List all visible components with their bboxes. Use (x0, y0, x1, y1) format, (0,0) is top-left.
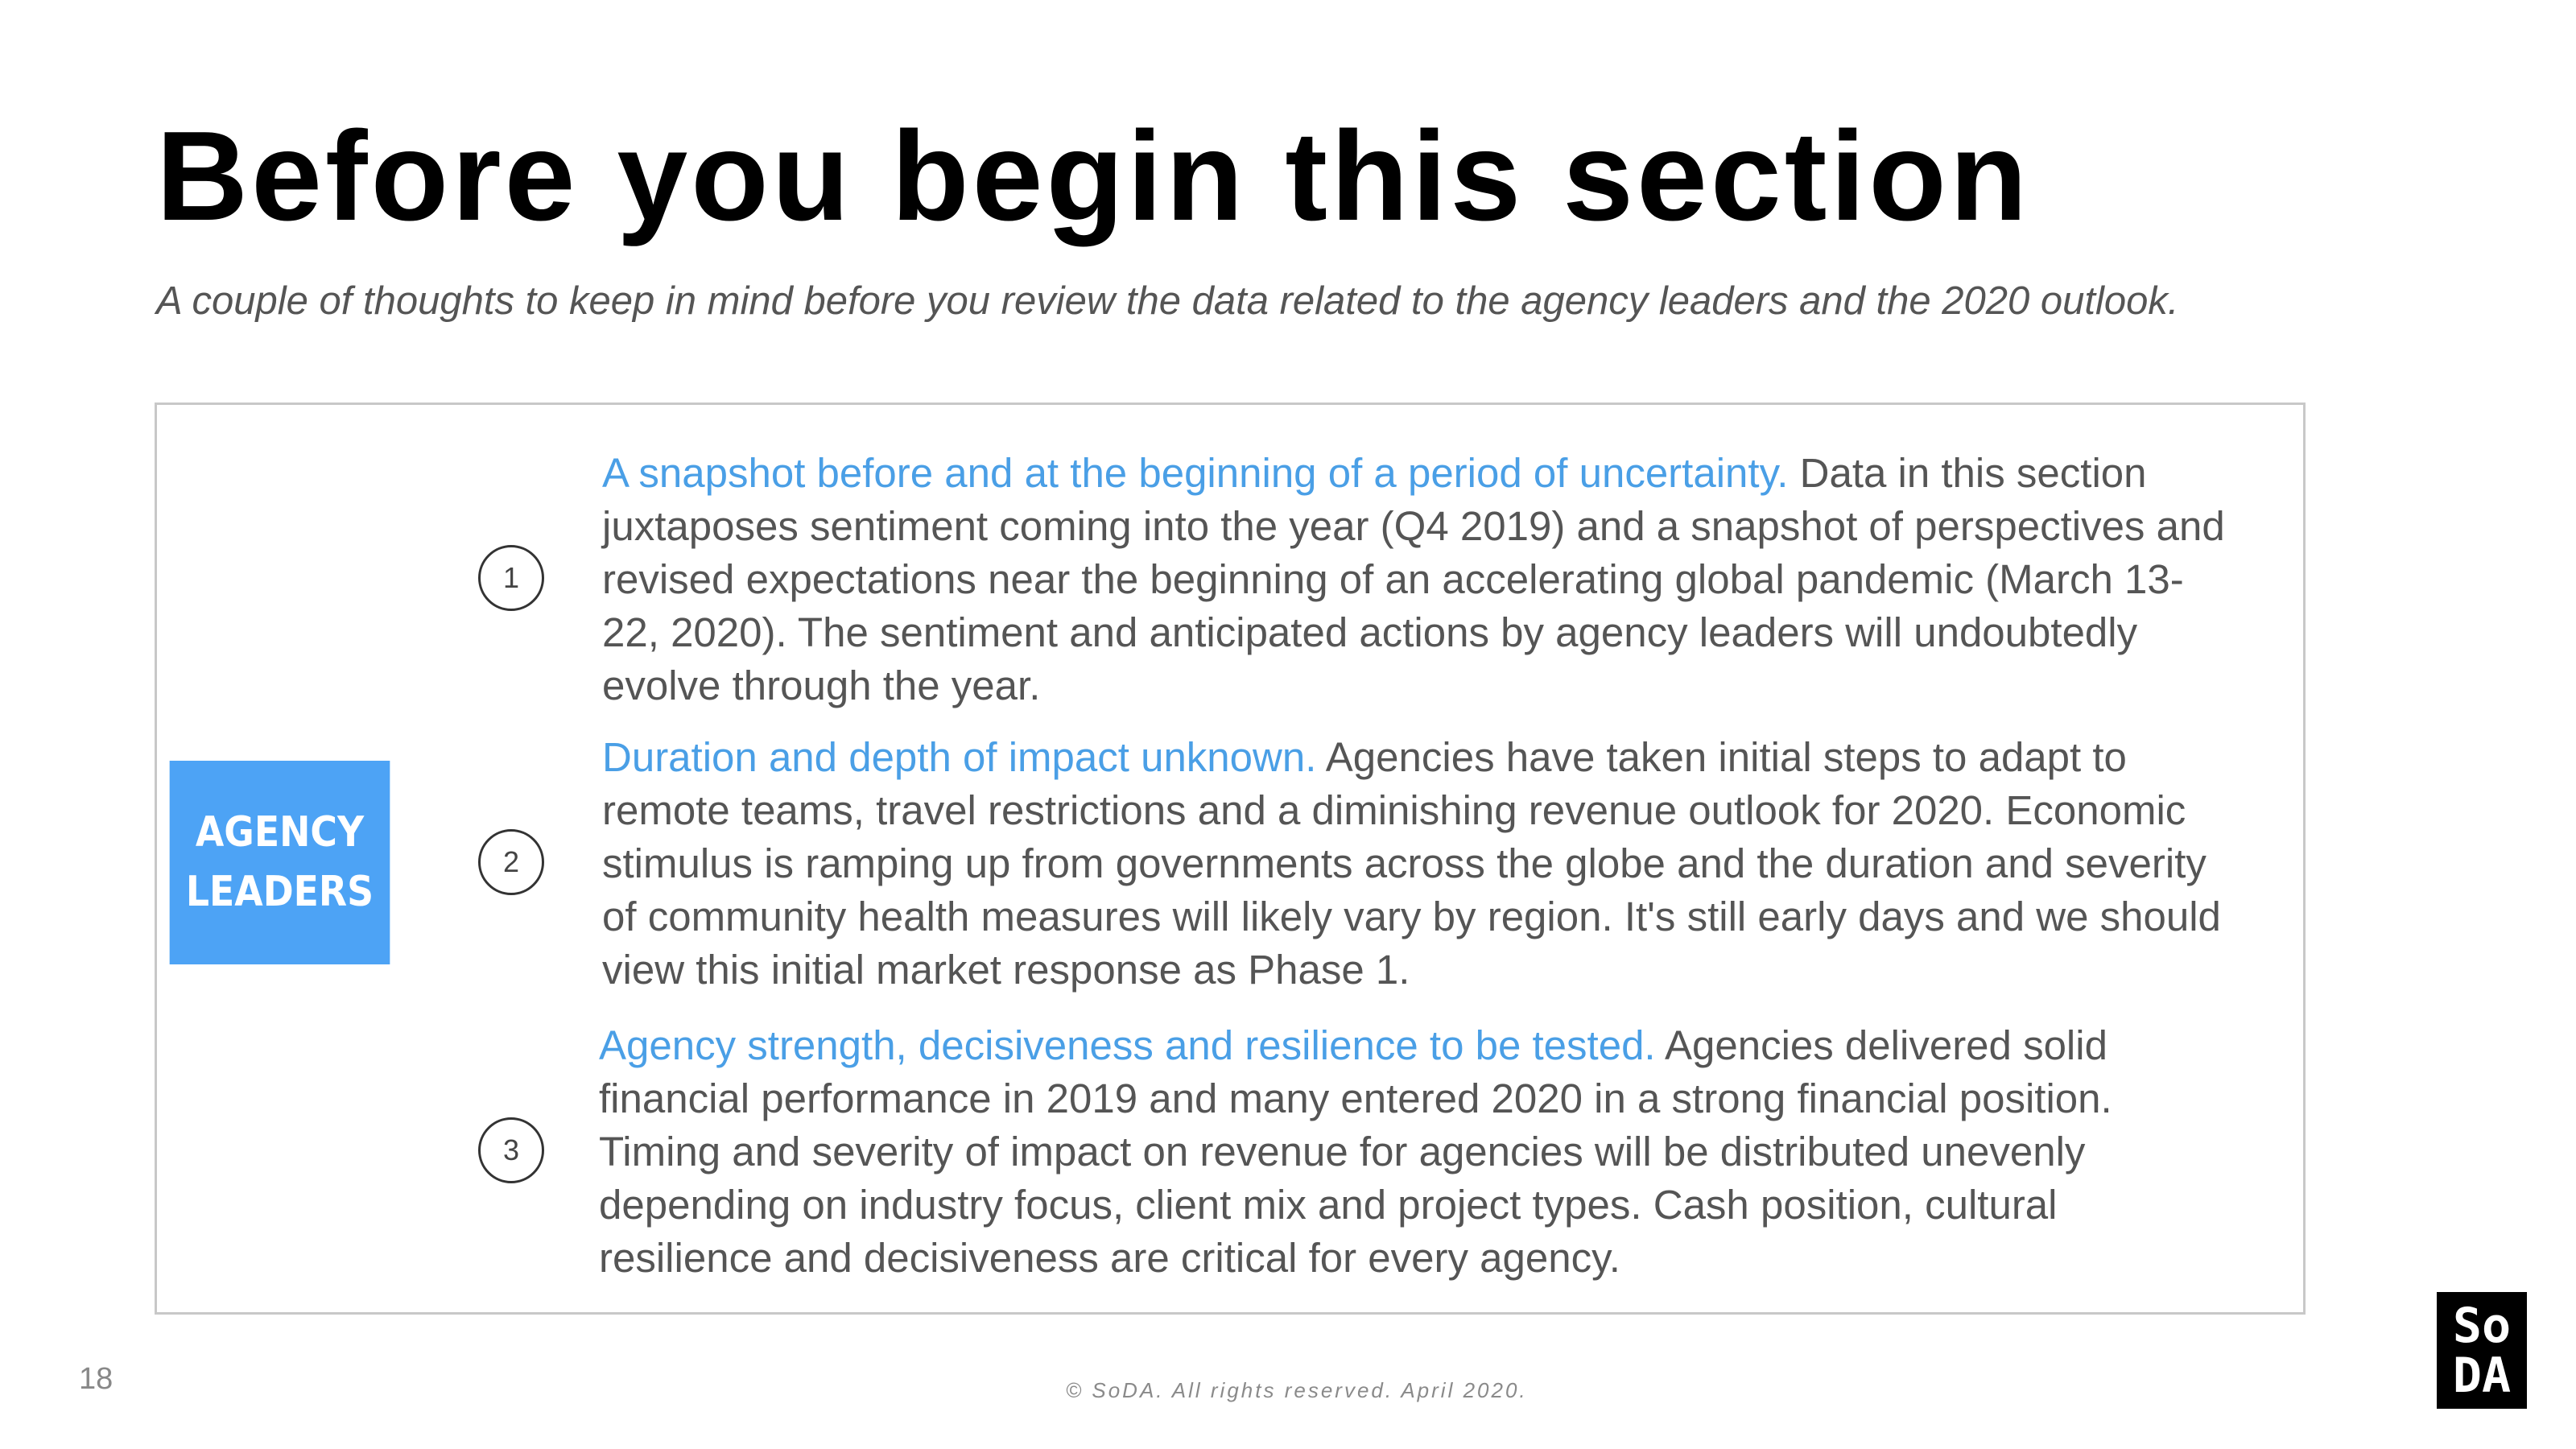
item-text-2 (602, 731, 2236, 997)
item-lead-2: Duration and depth of impact unknown. (602, 734, 1317, 780)
soda-logo-line-1: So (2452, 1297, 2512, 1354)
section-badge (170, 761, 390, 964)
page-number: 18 (79, 1362, 114, 1396)
item-lead-1: A snapshot before and at the beginning of a period of uncertainty. (602, 450, 1789, 496)
item-body-3: Agencies delivered solid financial performance in 2019 and many entered 2020 in a strong financial position. Timing and severity of impact on revenue for agencies will be distributed unevenly depending on industry focus, client mix and project types. Cash position, cultural resilience and decisiveness are critical for every agency. (599, 1022, 2112, 1281)
section-badge-line-1: AGENCY (195, 807, 365, 857)
soda-logo-line-2: DA (2452, 1347, 2512, 1404)
item-body-1: Data in this section juxtaposes sentiment coming into the year (Q4 2019) and a snapshot of perspectives and revised expectations near the beginning of an accelerating global pandemic (March 13-22, 2020). The sentiment and anticipated actions by agency leaders will undoubtedly evolve through the year. (602, 450, 2225, 708)
item-body-2: Agencies have taken initial steps to adapt to remote teams, travel restrictions and a diminishing revenue outlook for 2020. Economic stimulus is ramping up from governments across the globe and the duration and severity of community health measures will likely vary by region. It's still early days and we should view this initial market response as Phase 1. (602, 734, 2221, 993)
page-title: Before you begin this section (156, 105, 2031, 247)
item-number-3: 3 (478, 1117, 544, 1183)
soda-logo (2437, 1292, 2527, 1409)
page-subtitle: A couple of thoughts to keep in mind before you review the data related to the agency leaders and the 2020 outlook. (156, 279, 2179, 323)
item-lead-3: Agency strength, decisiveness and resilience to be tested. (599, 1022, 1656, 1068)
item-number-2: 2 (478, 829, 544, 895)
item-text-3 (599, 1019, 2233, 1285)
copyright-notice: © SoDA. All rights reserved. April 2020. (1066, 1378, 1528, 1402)
item-text-1 (602, 447, 2236, 712)
item-number-1: 1 (478, 545, 544, 611)
section-badge-line-2: LEADERS (185, 867, 374, 916)
